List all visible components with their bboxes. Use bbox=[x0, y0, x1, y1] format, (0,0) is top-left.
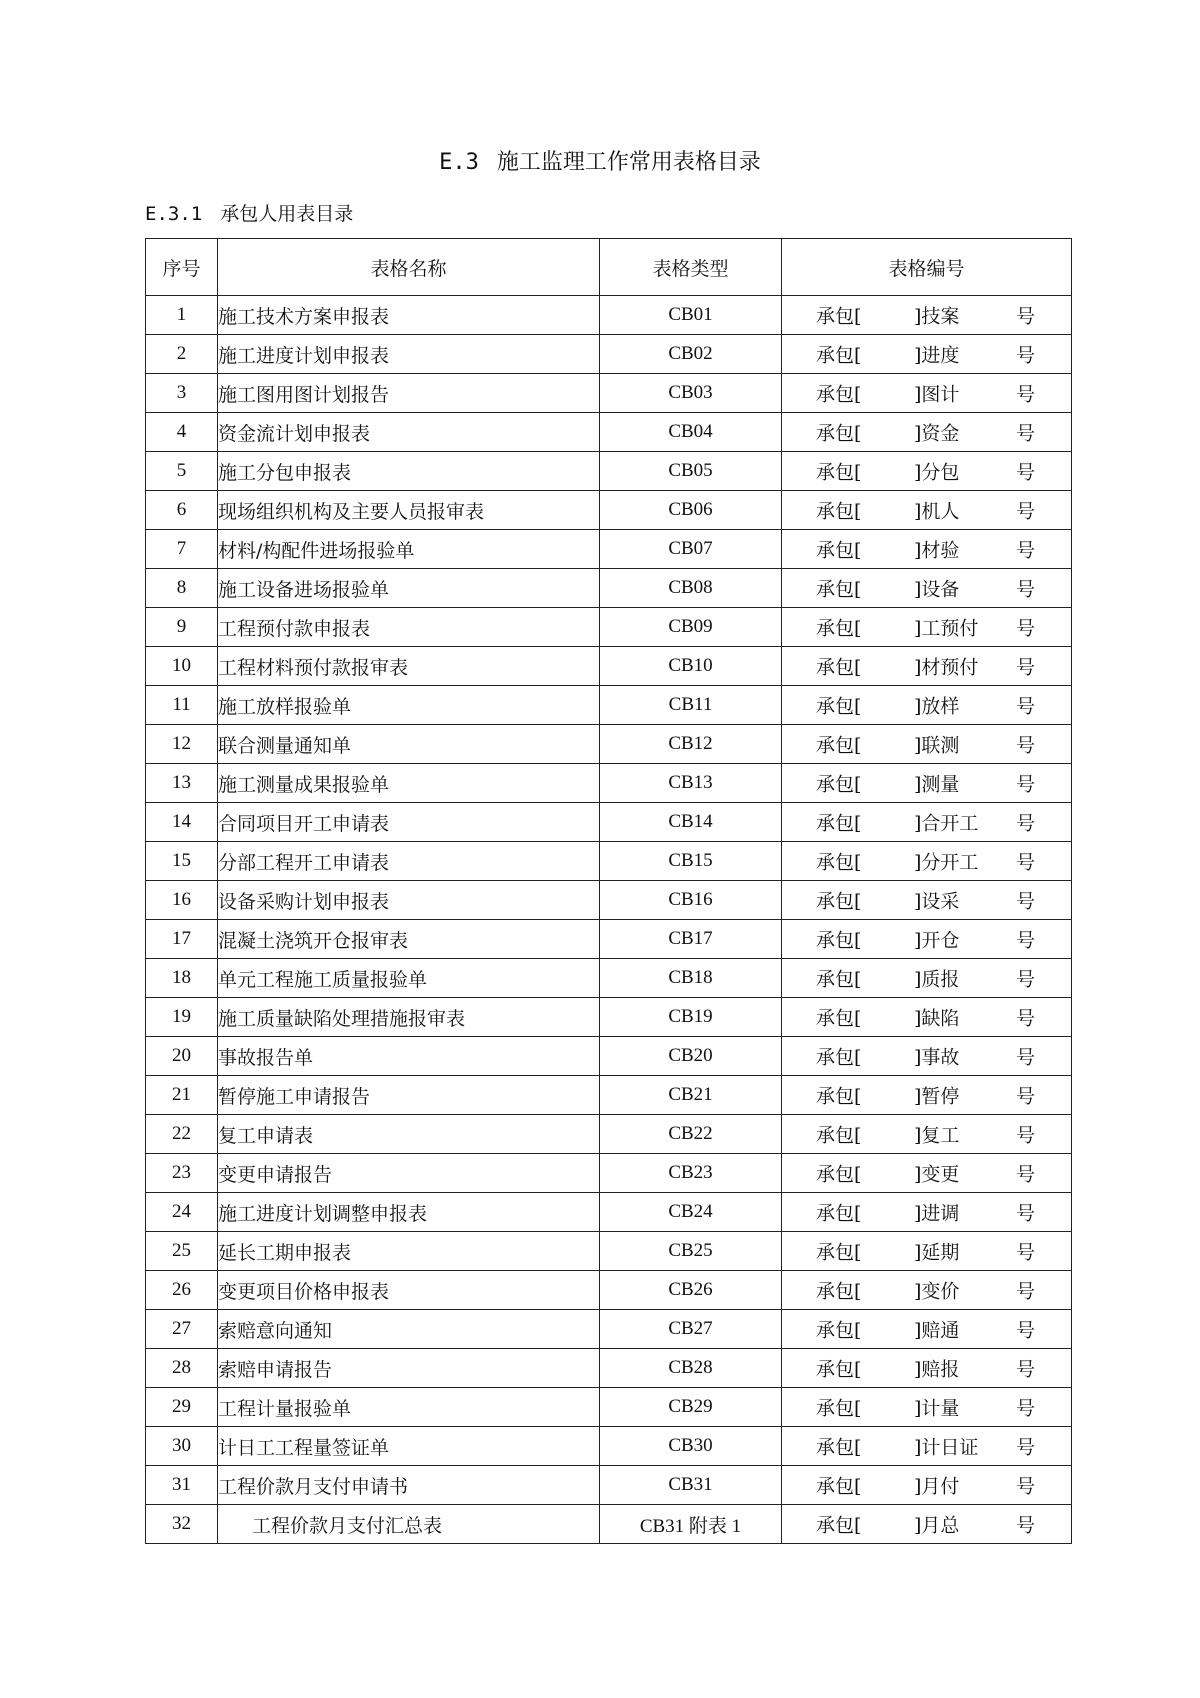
row-seq: 5 bbox=[146, 452, 218, 491]
row-seq: 32 bbox=[146, 1505, 218, 1544]
row-form-code bbox=[782, 1310, 1072, 1349]
row-form-type: CB04 bbox=[600, 413, 782, 452]
row-form-type: CB27 bbox=[600, 1310, 782, 1349]
row-seq: 6 bbox=[146, 491, 218, 530]
row-form-name: 分部工程开工申请表 bbox=[218, 842, 600, 881]
row-form-name: 施工图用图计划报告 bbox=[218, 374, 600, 413]
row-form-name: 单元工程施工质量报验单 bbox=[218, 959, 600, 998]
row-form-type: CB05 bbox=[600, 452, 782, 491]
row-form-type: CB31 bbox=[600, 1466, 782, 1505]
table-row bbox=[146, 1388, 1072, 1427]
table-row bbox=[146, 1115, 1072, 1154]
code-abbrev: ]放样 bbox=[914, 695, 960, 718]
code-prefix: 承包[ bbox=[816, 1397, 862, 1420]
row-seq: 10 bbox=[146, 647, 218, 686]
code-suffix: 号 bbox=[1016, 383, 1036, 406]
table-row bbox=[146, 725, 1072, 764]
row-seq: 13 bbox=[146, 764, 218, 803]
code-suffix: 号 bbox=[1016, 1202, 1036, 1225]
row-seq: 7 bbox=[146, 530, 218, 569]
row-form-type: CB20 bbox=[600, 1037, 782, 1076]
row-form-code bbox=[782, 335, 1072, 374]
code-abbrev: ]进调 bbox=[914, 1202, 960, 1225]
code-prefix: 承包[ bbox=[816, 539, 862, 562]
row-form-type: CB26 bbox=[600, 1271, 782, 1310]
row-seq: 9 bbox=[146, 608, 218, 647]
table-row bbox=[146, 413, 1072, 452]
row-form-name: 施工进度计划申报表 bbox=[218, 335, 600, 374]
row-form-name: 施工放样报验单 bbox=[218, 686, 600, 725]
table-row bbox=[146, 530, 1072, 569]
code-abbrev: ]设备 bbox=[914, 578, 960, 601]
table-row bbox=[146, 998, 1072, 1037]
code-abbrev: ]分包 bbox=[914, 461, 960, 484]
code-abbrev: ]变更 bbox=[914, 1163, 960, 1186]
row-form-code bbox=[782, 1232, 1072, 1271]
code-suffix: 号 bbox=[1016, 617, 1036, 640]
code-prefix: 承包[ bbox=[816, 1046, 862, 1069]
code-prefix: 承包[ bbox=[816, 578, 862, 601]
table-body bbox=[146, 296, 1072, 1544]
code-prefix: 承包[ bbox=[816, 1514, 862, 1537]
code-suffix: 号 bbox=[1016, 773, 1036, 796]
code-abbrev: ]进度 bbox=[914, 344, 960, 367]
code-abbrev: ]机人 bbox=[914, 500, 960, 523]
code-abbrev: ]缺陷 bbox=[914, 1007, 960, 1030]
code-prefix: 承包[ bbox=[816, 500, 862, 523]
table-row bbox=[146, 608, 1072, 647]
table-row bbox=[146, 1310, 1072, 1349]
row-form-type: CB21 bbox=[600, 1076, 782, 1115]
row-form-code bbox=[782, 803, 1072, 842]
row-form-code bbox=[782, 1388, 1072, 1427]
row-seq: 1 bbox=[146, 296, 218, 335]
row-form-name: 施工技术方案申报表 bbox=[218, 296, 600, 335]
row-form-type: CB25 bbox=[600, 1232, 782, 1271]
row-form-code bbox=[782, 1505, 1072, 1544]
page-title bbox=[0, 148, 1200, 178]
row-form-code bbox=[782, 452, 1072, 491]
row-form-name: 变更项目价格申报表 bbox=[218, 1271, 600, 1310]
code-prefix: 承包[ bbox=[816, 890, 862, 913]
row-form-code bbox=[782, 1271, 1072, 1310]
section-title bbox=[145, 200, 353, 228]
code-suffix: 号 bbox=[1016, 1241, 1036, 1264]
code-suffix: 号 bbox=[1016, 1358, 1036, 1381]
table-row bbox=[146, 296, 1072, 335]
header-code: 表格编号 bbox=[782, 239, 1072, 296]
code-suffix: 号 bbox=[1016, 695, 1036, 718]
code-abbrev: ]合开工 bbox=[914, 812, 979, 835]
code-prefix: 承包[ bbox=[816, 305, 862, 328]
code-prefix: 承包[ bbox=[816, 734, 862, 757]
row-form-name: 联合测量通知单 bbox=[218, 725, 600, 764]
section-text: 承包人用表目录 bbox=[220, 203, 354, 225]
row-seq: 26 bbox=[146, 1271, 218, 1310]
row-form-code bbox=[782, 1193, 1072, 1232]
row-form-type: CB15 bbox=[600, 842, 782, 881]
row-form-code bbox=[782, 1154, 1072, 1193]
table-row bbox=[146, 1466, 1072, 1505]
row-form-type: CB10 bbox=[600, 647, 782, 686]
row-form-code bbox=[782, 413, 1072, 452]
row-seq: 22 bbox=[146, 1115, 218, 1154]
row-form-code bbox=[782, 608, 1072, 647]
row-seq: 23 bbox=[146, 1154, 218, 1193]
code-prefix: 承包[ bbox=[816, 968, 862, 991]
code-prefix: 承包[ bbox=[816, 1241, 862, 1264]
code-prefix: 承包[ bbox=[816, 1163, 862, 1186]
code-suffix: 号 bbox=[1016, 851, 1036, 874]
code-suffix: 号 bbox=[1016, 1436, 1036, 1459]
row-form-type: CB02 bbox=[600, 335, 782, 374]
row-form-name: 施工进度计划调整申报表 bbox=[218, 1193, 600, 1232]
row-form-code bbox=[782, 1037, 1072, 1076]
row-form-code bbox=[782, 491, 1072, 530]
row-form-type: CB13 bbox=[600, 764, 782, 803]
code-prefix: 承包[ bbox=[816, 929, 862, 952]
row-form-type: CB24 bbox=[600, 1193, 782, 1232]
code-suffix: 号 bbox=[1016, 344, 1036, 367]
code-abbrev: ]计日证 bbox=[914, 1436, 979, 1459]
table-row bbox=[146, 686, 1072, 725]
form-list-table bbox=[145, 238, 1072, 1544]
row-form-name: 资金流计划申报表 bbox=[218, 413, 600, 452]
code-prefix: 承包[ bbox=[816, 812, 862, 835]
table-row bbox=[146, 1232, 1072, 1271]
row-form-code bbox=[782, 686, 1072, 725]
code-prefix: 承包[ bbox=[816, 383, 862, 406]
code-suffix: 号 bbox=[1016, 461, 1036, 484]
row-form-name: 材料/构配件进场报验单 bbox=[218, 530, 600, 569]
code-prefix: 承包[ bbox=[816, 1319, 862, 1342]
code-suffix: 号 bbox=[1016, 1280, 1036, 1303]
page-title-text: 施工监理工作常用表格目录 bbox=[496, 150, 761, 175]
code-abbrev: ]材验 bbox=[914, 539, 960, 562]
row-form-code bbox=[782, 1115, 1072, 1154]
row-seq: 24 bbox=[146, 1193, 218, 1232]
row-seq: 19 bbox=[146, 998, 218, 1037]
table-row bbox=[146, 881, 1072, 920]
row-form-type: CB09 bbox=[600, 608, 782, 647]
row-form-name: 计日工工程量签证单 bbox=[218, 1427, 600, 1466]
code-abbrev: ]质报 bbox=[914, 968, 960, 991]
row-form-code bbox=[782, 1349, 1072, 1388]
row-form-code bbox=[782, 764, 1072, 803]
code-prefix: 承包[ bbox=[816, 1007, 862, 1030]
code-prefix: 承包[ bbox=[816, 695, 862, 718]
table-row bbox=[146, 959, 1072, 998]
code-suffix: 号 bbox=[1016, 1007, 1036, 1030]
header-type: 表格类型 bbox=[600, 239, 782, 296]
code-suffix: 号 bbox=[1016, 500, 1036, 523]
row-form-name: 工程计量报验单 bbox=[218, 1388, 600, 1427]
row-form-code bbox=[782, 1076, 1072, 1115]
code-prefix: 承包[ bbox=[816, 1436, 862, 1459]
row-form-name: 索赔意向通知 bbox=[218, 1310, 600, 1349]
row-seq: 30 bbox=[146, 1427, 218, 1466]
table-row bbox=[146, 335, 1072, 374]
code-prefix: 承包[ bbox=[816, 656, 862, 679]
row-form-code bbox=[782, 374, 1072, 413]
code-prefix: 承包[ bbox=[816, 1358, 862, 1381]
code-abbrev: ]分开工 bbox=[914, 851, 979, 874]
row-seq: 16 bbox=[146, 881, 218, 920]
code-abbrev: ]资金 bbox=[914, 422, 960, 445]
section-number: E.3.1 bbox=[145, 203, 203, 225]
row-form-name: 设备采购计划申报表 bbox=[218, 881, 600, 920]
code-suffix: 号 bbox=[1016, 1085, 1036, 1108]
row-form-type: CB06 bbox=[600, 491, 782, 530]
row-seq: 29 bbox=[146, 1388, 218, 1427]
code-prefix: 承包[ bbox=[816, 773, 862, 796]
code-prefix: 承包[ bbox=[816, 617, 862, 640]
code-suffix: 号 bbox=[1016, 734, 1036, 757]
row-form-code bbox=[782, 920, 1072, 959]
row-form-type: CB23 bbox=[600, 1154, 782, 1193]
row-form-type: CB14 bbox=[600, 803, 782, 842]
code-abbrev: ]月付 bbox=[914, 1475, 960, 1498]
row-seq: 20 bbox=[146, 1037, 218, 1076]
row-form-code bbox=[782, 725, 1072, 764]
code-abbrev: ]计量 bbox=[914, 1397, 960, 1420]
row-form-type: CB08 bbox=[600, 569, 782, 608]
row-seq: 14 bbox=[146, 803, 218, 842]
code-abbrev: ]延期 bbox=[914, 1241, 960, 1264]
code-abbrev: ]事故 bbox=[914, 1046, 960, 1069]
row-form-type: CB01 bbox=[600, 296, 782, 335]
row-seq: 2 bbox=[146, 335, 218, 374]
row-form-type: CB22 bbox=[600, 1115, 782, 1154]
row-form-name: 事故报告单 bbox=[218, 1037, 600, 1076]
row-form-type: CB12 bbox=[600, 725, 782, 764]
page-title-number: E.3 bbox=[439, 150, 479, 175]
code-abbrev: ]赔报 bbox=[914, 1358, 960, 1381]
code-abbrev: ]图计 bbox=[914, 383, 960, 406]
code-suffix: 号 bbox=[1016, 812, 1036, 835]
row-form-type: CB19 bbox=[600, 998, 782, 1037]
code-prefix: 承包[ bbox=[816, 1280, 862, 1303]
row-seq: 18 bbox=[146, 959, 218, 998]
row-form-type: CB31 附表 1 bbox=[600, 1505, 782, 1544]
row-seq: 31 bbox=[146, 1466, 218, 1505]
row-form-name: 工程价款月支付汇总表 bbox=[218, 1505, 600, 1544]
code-prefix: 承包[ bbox=[816, 461, 862, 484]
row-form-name: 施工测量成果报验单 bbox=[218, 764, 600, 803]
row-form-name: 合同项目开工申请表 bbox=[218, 803, 600, 842]
table-row bbox=[146, 803, 1072, 842]
code-suffix: 号 bbox=[1016, 539, 1036, 562]
row-form-name: 索赔申请报告 bbox=[218, 1349, 600, 1388]
code-suffix: 号 bbox=[1016, 1514, 1036, 1537]
row-form-name: 混凝土浇筑开仓报审表 bbox=[218, 920, 600, 959]
code-prefix: 承包[ bbox=[816, 1124, 862, 1147]
code-abbrev: ]工预付 bbox=[914, 617, 979, 640]
row-form-code bbox=[782, 1427, 1072, 1466]
code-prefix: 承包[ bbox=[816, 1475, 862, 1498]
row-form-type: CB28 bbox=[600, 1349, 782, 1388]
table-header-row bbox=[146, 239, 1072, 296]
table-row bbox=[146, 1505, 1072, 1544]
row-seq: 28 bbox=[146, 1349, 218, 1388]
code-suffix: 号 bbox=[1016, 1319, 1036, 1342]
code-suffix: 号 bbox=[1016, 656, 1036, 679]
row-form-code bbox=[782, 296, 1072, 335]
row-form-name: 施工分包申报表 bbox=[218, 452, 600, 491]
table-row bbox=[146, 764, 1072, 803]
row-form-code bbox=[782, 842, 1072, 881]
row-form-code bbox=[782, 998, 1072, 1037]
code-suffix: 号 bbox=[1016, 1124, 1036, 1147]
code-suffix: 号 bbox=[1016, 422, 1036, 445]
code-prefix: 承包[ bbox=[816, 1202, 862, 1225]
code-suffix: 号 bbox=[1016, 1163, 1036, 1186]
code-abbrev: ]赔通 bbox=[914, 1319, 960, 1342]
code-suffix: 号 bbox=[1016, 929, 1036, 952]
table-row bbox=[146, 1427, 1072, 1466]
code-suffix: 号 bbox=[1016, 305, 1036, 328]
row-form-code bbox=[782, 959, 1072, 998]
row-seq: 17 bbox=[146, 920, 218, 959]
row-form-code bbox=[782, 647, 1072, 686]
code-abbrev: ]暂停 bbox=[914, 1085, 960, 1108]
code-abbrev: ]月总 bbox=[914, 1514, 960, 1537]
code-suffix: 号 bbox=[1016, 968, 1036, 991]
row-form-name: 施工质量缺陷处理措施报审表 bbox=[218, 998, 600, 1037]
table-row bbox=[146, 374, 1072, 413]
table-row bbox=[146, 452, 1072, 491]
code-prefix: 承包[ bbox=[816, 851, 862, 874]
row-form-name: 延长工期申报表 bbox=[218, 1232, 600, 1271]
code-abbrev: ]复工 bbox=[914, 1124, 960, 1147]
row-form-name: 暂停施工申请报告 bbox=[218, 1076, 600, 1115]
row-seq: 12 bbox=[146, 725, 218, 764]
row-form-type: CB30 bbox=[600, 1427, 782, 1466]
row-form-name: 施工设备进场报验单 bbox=[218, 569, 600, 608]
code-suffix: 号 bbox=[1016, 578, 1036, 601]
table-row bbox=[146, 1076, 1072, 1115]
table-row bbox=[146, 647, 1072, 686]
code-abbrev: ]联测 bbox=[914, 734, 960, 757]
code-abbrev: ]变价 bbox=[914, 1280, 960, 1303]
row-seq: 25 bbox=[146, 1232, 218, 1271]
row-form-code bbox=[782, 881, 1072, 920]
code-suffix: 号 bbox=[1016, 890, 1036, 913]
code-abbrev: ]材预付 bbox=[914, 656, 979, 679]
code-abbrev: ]开仓 bbox=[914, 929, 960, 952]
row-seq: 3 bbox=[146, 374, 218, 413]
row-form-type: CB07 bbox=[600, 530, 782, 569]
table-row bbox=[146, 1193, 1072, 1232]
table-row bbox=[146, 1037, 1072, 1076]
row-form-code bbox=[782, 569, 1072, 608]
table-row bbox=[146, 1349, 1072, 1388]
header-name: 表格名称 bbox=[218, 239, 600, 296]
code-prefix: 承包[ bbox=[816, 422, 862, 445]
code-prefix: 承包[ bbox=[816, 344, 862, 367]
table-row bbox=[146, 1154, 1072, 1193]
row-form-name: 现场组织机构及主要人员报审表 bbox=[218, 491, 600, 530]
row-form-name: 变更申请报告 bbox=[218, 1154, 600, 1193]
table-row bbox=[146, 920, 1072, 959]
row-form-type: CB16 bbox=[600, 881, 782, 920]
row-form-code bbox=[782, 530, 1072, 569]
row-form-name: 工程材料预付款报审表 bbox=[218, 647, 600, 686]
code-suffix: 号 bbox=[1016, 1475, 1036, 1498]
table-row bbox=[146, 569, 1072, 608]
row-form-type: CB11 bbox=[600, 686, 782, 725]
row-seq: 21 bbox=[146, 1076, 218, 1115]
row-form-type: CB17 bbox=[600, 920, 782, 959]
header-seq: 序号 bbox=[146, 239, 218, 296]
table-row bbox=[146, 1271, 1072, 1310]
row-seq: 4 bbox=[146, 413, 218, 452]
row-seq: 11 bbox=[146, 686, 218, 725]
row-form-type: CB29 bbox=[600, 1388, 782, 1427]
row-seq: 15 bbox=[146, 842, 218, 881]
code-abbrev: ]技案 bbox=[914, 305, 960, 328]
row-form-name: 复工申请表 bbox=[218, 1115, 600, 1154]
table-row bbox=[146, 842, 1072, 881]
row-form-name: 工程价款月支付申请书 bbox=[218, 1466, 600, 1505]
table-row bbox=[146, 491, 1072, 530]
row-seq: 27 bbox=[146, 1310, 218, 1349]
row-seq: 8 bbox=[146, 569, 218, 608]
row-form-name: 工程预付款申报表 bbox=[218, 608, 600, 647]
row-form-type: CB03 bbox=[600, 374, 782, 413]
row-form-type: CB18 bbox=[600, 959, 782, 998]
code-suffix: 号 bbox=[1016, 1046, 1036, 1069]
row-form-code bbox=[782, 1466, 1072, 1505]
code-prefix: 承包[ bbox=[816, 1085, 862, 1108]
code-abbrev: ]测量 bbox=[914, 773, 960, 796]
code-suffix: 号 bbox=[1016, 1397, 1036, 1420]
code-abbrev: ]设采 bbox=[914, 890, 960, 913]
